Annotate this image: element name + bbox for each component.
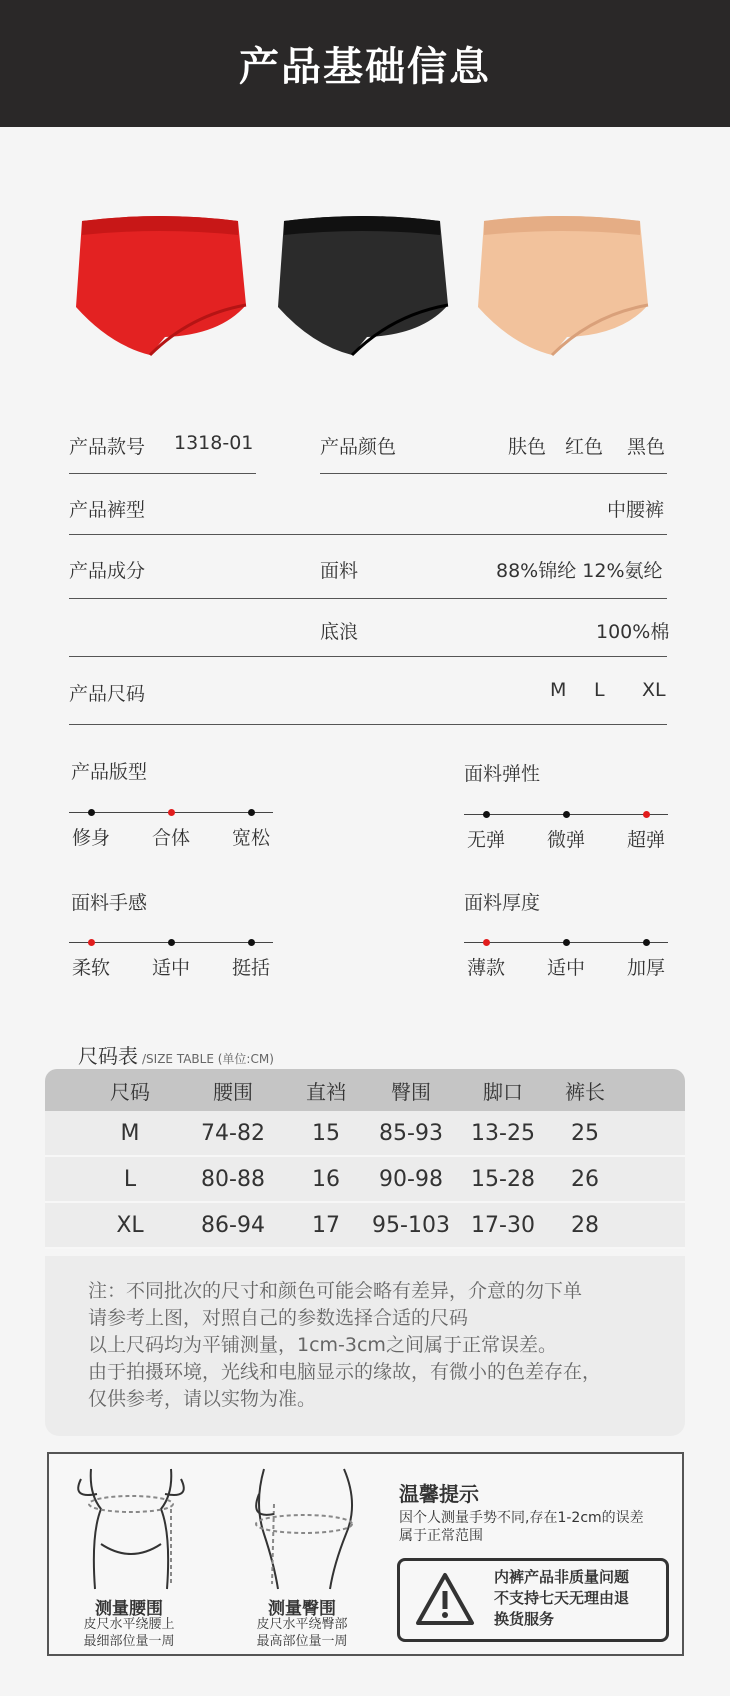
scale-dot [88,809,95,816]
scale-option-label: 宽松 [231,827,271,849]
table-cell: 28 [571,1212,599,1238]
table-header-cell: 腰围 [213,1079,253,1104]
return-policy-notice [397,1558,669,1642]
size-table-subtitle: /SIZE TABLE (单位:CM) [142,1052,274,1066]
scale-option-label: 薄款 [466,957,506,979]
table-cell: 13-25 [471,1120,535,1146]
warning-icon [414,1571,476,1629]
scale-option-label: 合体 [151,827,191,849]
scale-dot [643,811,650,818]
hip-desc-2: 最高部位量一周 [256,1634,348,1649]
table-cell: 74-82 [201,1120,265,1146]
scale-option-label: 柔软 [71,957,111,979]
table-cell: 95-103 [372,1212,450,1238]
table-header-cell: 裤长 [565,1079,605,1104]
scale-dot [563,811,570,818]
fabric-value: 88%锦纶 12%氨纶 [496,560,663,582]
table-cell: 15 [312,1120,340,1146]
scale-dot [563,939,570,946]
divider [69,534,667,535]
divider [320,473,667,474]
waist-measure-illustration [61,1464,201,1594]
fabric-label: 面料 [320,560,359,582]
warm-tip-title: 温馨提示 [399,1482,479,1506]
size-value-xl: XL [642,679,666,701]
waist-title: 测量腰围 [95,1599,163,1619]
measurement-tips-box [47,1452,684,1656]
table-cell: M [120,1120,140,1146]
hip-title: 测量臀围 [268,1599,336,1619]
table-cell: 85-93 [379,1120,443,1146]
black-brief-image [278,216,448,355]
scale-title: 面料弹性 [464,763,541,785]
table-cell: L [123,1166,137,1192]
warm-tip-text: 因个人测量手势不同,存在1-2cm的误差 属于正常范围 [399,1510,644,1544]
note-line: 由于拍摄环境，光线和电脑显示的缘故，有微小的色差存在， [88,1361,602,1383]
table-cell: 17-30 [471,1212,535,1238]
size-label: 产品尺码 [69,683,146,705]
notes-box [45,1256,685,1436]
lining-label: 底浪 [320,621,359,643]
notice-text: 内裤产品非质量问题 不支持七天无理由退 换货服务 [494,1568,630,1628]
scale-dot [168,809,175,816]
waist-desc-1: 皮尺水平绕腰上 [83,1617,175,1632]
color-value-red: 红色 [565,436,604,458]
hip-measure-illustration [234,1464,374,1594]
hip-desc-1: 皮尺水平绕臀部 [256,1617,348,1632]
red-brief-image [76,216,246,355]
scale-option-label: 修身 [71,827,111,849]
scale-option-label: 无弹 [466,829,506,851]
composition-label: 产品成分 [69,560,146,582]
color-value-nude: 肤色 [508,436,547,458]
page-title: 产品基础信息 [239,44,491,90]
note-line: 请参考上图，对照自己的参数选择合适的尺码 [88,1307,469,1329]
scale-dot [168,939,175,946]
table-header-cell: 脚口 [483,1079,523,1104]
table-cell: 17 [312,1212,340,1238]
scale-title: 面料厚度 [464,892,541,914]
scale-title: 面料手感 [71,892,148,914]
size-table-header [45,1069,685,1111]
product-photos [0,190,730,380]
scale-dot [643,939,650,946]
divider [69,724,667,725]
table-cell: 86-94 [201,1212,265,1238]
color-label: 产品颜色 [320,436,397,458]
table-row [45,1203,685,1249]
scale-dot [483,811,490,818]
scale-dot [248,939,255,946]
scale-option-label: 适中 [546,957,586,979]
scale-option-label: 加厚 [626,957,666,979]
size-table [45,1069,685,1249]
table-cell: XL [116,1212,144,1238]
scale-option-label: 挺括 [231,957,271,979]
scale-dot [248,809,255,816]
size-table-title: 尺码表 /SIZE TABLE (单位:CM) [78,1044,274,1068]
waist-desc-2: 最细部位量一周 [83,1634,175,1649]
scale-option-label: 微弹 [546,829,586,851]
scale-option-label: 适中 [151,957,191,979]
table-cell: 90-98 [379,1166,443,1192]
table-header-cell: 尺码 [110,1079,150,1104]
page-header [0,0,730,127]
divider [69,598,667,599]
type-label: 产品裤型 [69,499,146,521]
type-value: 中腰裤 [607,499,665,521]
nude-brief-image [478,216,648,355]
lining-value: 100%棉 [596,621,670,643]
note-line: 注：不同批次的尺寸和颜色可能会略有差异，介意的勿下单 [88,1280,583,1302]
model-value: 1318-01 [174,432,254,454]
table-header-cell: 臀围 [391,1079,431,1104]
table-row [45,1111,685,1157]
table-cell: 16 [312,1166,340,1192]
table-cell: 25 [571,1120,599,1146]
table-cell: 15-28 [471,1166,535,1192]
divider [69,656,667,657]
note-line: 仅供参考，请以实物为准。 [88,1388,317,1410]
scale-dot [483,939,490,946]
scale-title: 产品版型 [71,761,148,783]
scale-dot [88,939,95,946]
scale-option-label: 超弹 [626,829,666,851]
model-label: 产品款号 [69,436,146,458]
color-value-black: 黑色 [627,436,666,458]
size-value-m: M [550,679,567,701]
divider [69,473,256,474]
size-value-l: L [594,679,605,701]
table-row [45,1157,685,1203]
table-header-cell: 直裆 [306,1079,346,1104]
table-cell: 26 [571,1166,599,1192]
note-line: 以上尺码均为平铺测量，1cm-3cm之间属于正常误差。 [88,1334,557,1356]
table-cell: 80-88 [201,1166,265,1192]
